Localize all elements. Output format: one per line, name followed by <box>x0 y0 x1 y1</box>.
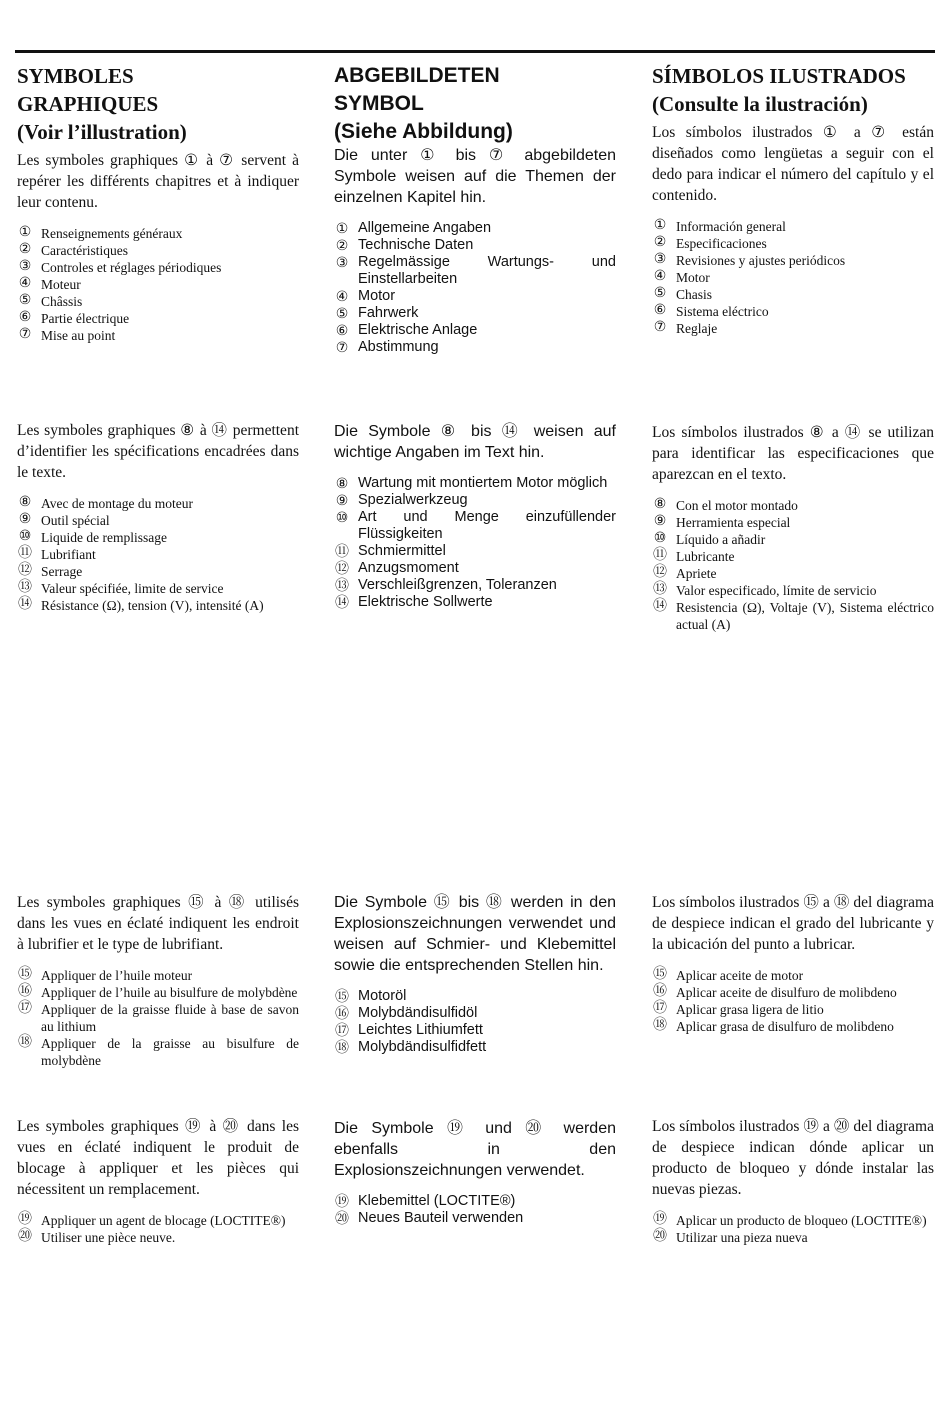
item-number: ⑦ <box>653 320 667 335</box>
list-item <box>17 293 299 310</box>
item-text: Resistencia (Ω), Voltaje (V), Sistema eléctrico actual (A) <box>676 600 934 632</box>
item-number: ① <box>653 218 667 233</box>
item-text: Outil spécial <box>41 513 110 528</box>
item-text: Motor <box>676 270 710 285</box>
list-item <box>17 310 299 327</box>
list-item <box>17 225 299 242</box>
list-item <box>652 286 934 303</box>
spanish-list-4 <box>652 1212 934 1246</box>
spanish-list-3 <box>652 967 934 1035</box>
list-item <box>334 560 616 577</box>
item-number: ⑰ <box>18 1001 32 1016</box>
item-text: Wartung mit montiertem Motor möglich <box>358 475 608 491</box>
item-number: ⑭ <box>335 594 349 610</box>
list-item <box>334 1022 616 1039</box>
french-list-2 <box>17 495 299 614</box>
item-text: Elektrische Anlage <box>358 322 478 338</box>
item-number: ⑪ <box>653 548 667 563</box>
item-number: ⑫ <box>653 565 667 580</box>
list-item <box>334 220 616 237</box>
item-number: ⑱ <box>18 1035 32 1050</box>
spanish-subtitle: (Consulte la ilustración) <box>652 92 868 116</box>
list-item <box>334 339 616 356</box>
item-number: ⑥ <box>18 310 32 325</box>
list-item <box>17 546 299 563</box>
list-item <box>652 303 934 320</box>
item-text: Utiliser une pièce neuve. <box>41 1230 176 1245</box>
item-number: ⑬ <box>18 580 32 595</box>
french-list-3 <box>17 967 299 1069</box>
item-number: ⑫ <box>18 563 32 578</box>
item-text: Partie électrique <box>41 311 130 326</box>
item-number: ⑲ <box>18 1212 32 1227</box>
french-intro-1: Les symboles graphiques ① à ⑦ servent à repérer les différents chapitres et à indiquer leur contenu. <box>17 152 299 211</box>
item-text: Moteur <box>41 277 81 292</box>
item-text: Appliquer de la graisse fluide à base de savon au lithium <box>41 1002 299 1034</box>
item-number: ⑥ <box>335 322 349 338</box>
spanish-intro-3: Los símbolos ilustrados ⑮ a ⑱ del diagrama de despiece indican el grado del lubricante y la ubicación del punto a lubricar. <box>652 894 934 953</box>
item-text: Verschleißgrenzen, Toleranzen <box>358 577 557 593</box>
item-text: Lubricante <box>676 549 735 564</box>
list-item <box>652 984 934 1001</box>
list-item <box>334 577 616 594</box>
column-german <box>334 62 616 148</box>
item-text: Anzugsmoment <box>358 560 459 576</box>
item-number: ⑤ <box>653 286 667 301</box>
list-item <box>17 276 299 293</box>
list-item <box>652 1001 934 1018</box>
item-text: Appliquer de l’huile moteur <box>41 968 193 983</box>
german-title-line-2: SYMBOL <box>334 92 424 115</box>
item-number: ⑪ <box>18 546 32 561</box>
item-text: Elektrische Sollwerte <box>358 594 493 610</box>
list-item <box>17 580 299 597</box>
item-text: Especificaciones <box>676 236 767 251</box>
french-section-2 <box>17 420 299 614</box>
item-number: ③ <box>18 259 32 274</box>
french-list-4 <box>17 1212 299 1246</box>
spanish-section-2 <box>652 422 934 633</box>
list-item <box>652 320 934 337</box>
list-item <box>334 1005 616 1022</box>
spanish-title-line-1: SÍMBOLOS ILUSTRADOS <box>652 64 906 88</box>
item-number: ⑦ <box>18 327 32 342</box>
item-number: ⑩ <box>653 531 667 546</box>
column-french <box>17 62 299 148</box>
item-number: ⑬ <box>335 577 349 593</box>
list-item <box>17 967 299 984</box>
item-text: Châssis <box>41 294 83 309</box>
german-section-2 <box>334 421 616 611</box>
list-item <box>652 548 934 565</box>
item-number: ③ <box>335 254 349 270</box>
item-number: ⑮ <box>335 988 349 1004</box>
list-item <box>334 509 616 543</box>
list-item <box>652 531 934 548</box>
item-number: ⑩ <box>335 509 349 525</box>
item-number: ⑥ <box>653 303 667 318</box>
item-text: Reglaje <box>676 321 718 336</box>
french-title-line-1: SYMBOLES <box>17 64 134 88</box>
list-item <box>17 1229 299 1246</box>
item-text: Technische Daten <box>358 237 474 253</box>
item-text: Appliquer de l’huile au bisulfure de molybdène <box>41 985 298 1000</box>
item-number: ⑧ <box>335 475 349 491</box>
french-title-line-2: GRAPHIQUES <box>17 92 159 116</box>
spanish-intro-4: Los símbolos ilustrados ⑲ a ⑳ del diagrama de despiece indican dónde aplicar un producto de bloqueo y dónde instalar las nuevas piezas. <box>652 1118 934 1198</box>
french-section-3 <box>17 892 299 1069</box>
list-item <box>334 1039 616 1056</box>
german-list-4 <box>334 1193 616 1227</box>
german-list-3 <box>334 988 616 1056</box>
item-number: ② <box>335 237 349 253</box>
list-item <box>334 1193 616 1210</box>
german-list-1 <box>334 220 616 356</box>
item-text: Klebemittel (LOCTITE®) <box>358 1193 516 1209</box>
list-item <box>334 475 616 492</box>
item-text: Lubrifiant <box>41 547 96 562</box>
french-title <box>17 62 299 118</box>
item-text: Fahrwerk <box>358 305 419 321</box>
item-number: ⑯ <box>18 984 32 999</box>
list-item <box>652 967 934 984</box>
item-number: ⑳ <box>18 1229 32 1244</box>
german-intro-1: Die unter ① bis ⑦ abgebildeten Symbole weisen auf die Themen der einzelnen Kapitel hin. <box>334 147 616 206</box>
item-text: Aplicar grasa ligera de litio <box>676 1002 824 1017</box>
spanish-section-3 <box>652 892 934 1035</box>
item-text: Revisiones y ajustes periódicos <box>676 253 846 268</box>
list-item <box>334 1210 616 1227</box>
item-number: ⑰ <box>653 1001 667 1016</box>
list-item <box>652 1018 934 1035</box>
item-text: Résistance (Ω), tension (V), intensité (A) <box>41 598 264 613</box>
item-text: Chasis <box>676 287 713 302</box>
item-number: ⑭ <box>653 599 667 614</box>
german-title <box>334 62 616 118</box>
item-text: Controles et réglages périodiques <box>41 260 222 275</box>
item-text: Caractéristiques <box>41 243 128 258</box>
german-section-3 <box>334 892 616 1056</box>
item-text: Spezialwerkzeug <box>358 492 468 508</box>
list-item <box>17 512 299 529</box>
item-text: Neues Bauteil verwenden <box>358 1210 524 1226</box>
item-number: ⑭ <box>18 597 32 612</box>
list-item <box>17 259 299 276</box>
item-number: ⑮ <box>18 967 32 982</box>
item-text: Molybdändisulfidöl <box>358 1005 478 1021</box>
list-item <box>652 1229 934 1246</box>
item-text: Utilizar una pieza nueva <box>676 1230 808 1245</box>
french-section-1 <box>17 150 299 344</box>
french-intro-3: Les symboles graphiques ⑮ à ⑱ utilisés dans les vues en éclaté indiquent les endroit à lubrifier et le type de lubrifiant. <box>17 894 299 953</box>
spanish-list-2 <box>652 497 934 633</box>
german-intro-4: Die Symbole ⑲ und ⑳ werden ebenfalls in den Explosionszeichnungen verwendet. <box>334 1120 616 1179</box>
list-item <box>17 984 299 1001</box>
item-text: Motoröl <box>358 988 407 1004</box>
item-text: Apriete <box>676 566 717 581</box>
list-item <box>652 252 934 269</box>
spanish-intro-2: Los símbolos ilustrados ⑧ a ⑭ se utilizan para identificar las especificaciones que aparezcan en el texto. <box>652 424 934 483</box>
item-text: Líquido a añadir <box>676 532 766 547</box>
item-text: Aplicar aceite de disulfuro de molibdeno <box>676 985 897 1000</box>
german-intro-2: Die Symbole ⑧ bis ⑭ weisen auf wichtige Angaben im Text hin. <box>334 423 616 461</box>
item-text: Avec de montage du moteur <box>41 496 193 511</box>
item-text: Herramienta especial <box>676 515 791 530</box>
list-item <box>334 492 616 509</box>
german-section-4 <box>334 1118 616 1227</box>
spanish-list-1 <box>652 218 934 337</box>
german-section-1 <box>334 145 616 356</box>
item-text: Información general <box>676 219 786 234</box>
item-number: ⑲ <box>335 1193 349 1209</box>
spanish-section-4 <box>652 1116 934 1246</box>
german-title-line-1: ABGEBILDETEN <box>334 64 500 87</box>
french-section-4 <box>17 1116 299 1246</box>
list-item <box>17 1035 299 1069</box>
list-item <box>17 1212 299 1229</box>
item-text: Allgemeine Angaben <box>358 220 492 236</box>
item-number: ⑲ <box>653 1212 667 1227</box>
item-number: ⑨ <box>335 492 349 508</box>
list-item <box>652 497 934 514</box>
list-item <box>17 563 299 580</box>
list-item <box>334 594 616 611</box>
french-subtitle: (Voir l’illustration) <box>17 120 187 144</box>
list-item <box>652 582 934 599</box>
spanish-section-1 <box>652 122 934 337</box>
item-number: ⑯ <box>653 984 667 999</box>
item-text: Valor especificado, límite de servicio <box>676 583 877 598</box>
item-text: Appliquer de la graisse au bisulfure de molybdène <box>41 1036 299 1068</box>
item-number: ⑩ <box>18 529 32 544</box>
item-number: ⑬ <box>653 582 667 597</box>
item-number: ⑤ <box>335 305 349 321</box>
item-text: Leichtes Lithiumfett <box>358 1022 483 1038</box>
item-number: ⑪ <box>335 543 349 559</box>
item-number: ⑯ <box>335 1005 349 1021</box>
item-number: ④ <box>18 276 32 291</box>
item-number: ⑱ <box>653 1018 667 1033</box>
list-item <box>334 254 616 288</box>
column-spanish <box>652 62 934 120</box>
item-number: ① <box>18 225 32 240</box>
list-item <box>17 242 299 259</box>
item-number: ⑦ <box>335 339 349 355</box>
list-item <box>17 597 299 614</box>
list-item <box>17 327 299 344</box>
item-number: ⑱ <box>335 1039 349 1055</box>
item-text: Aplicar aceite de motor <box>676 968 804 983</box>
item-number: ⑫ <box>335 560 349 576</box>
list-item <box>334 322 616 339</box>
list-item <box>334 288 616 305</box>
item-text: Motor <box>358 288 396 304</box>
item-text: Sistema eléctrico <box>676 304 769 319</box>
item-number: ⑧ <box>653 497 667 512</box>
item-number: ⑨ <box>18 512 32 527</box>
list-item <box>652 1212 934 1229</box>
item-text: Serrage <box>41 564 83 579</box>
top-rule <box>15 50 935 53</box>
list-item <box>652 235 934 252</box>
french-list-1 <box>17 225 299 344</box>
list-item <box>334 543 616 560</box>
list-item <box>652 514 934 531</box>
list-item <box>652 565 934 582</box>
list-item <box>652 269 934 286</box>
list-item <box>334 988 616 1005</box>
list-item <box>17 495 299 512</box>
spanish-intro-1: Los símbolos ilustrados ① a ⑦ están diseñados como lengüetas a seguir con el dedo para indicar el número del capítulo y el contenido. <box>652 124 934 204</box>
item-number: ⑮ <box>653 967 667 982</box>
item-text: Schmiermittel <box>358 543 446 559</box>
german-list-2 <box>334 475 616 611</box>
item-number: ③ <box>653 252 667 267</box>
french-intro-2: Les symboles graphiques ⑧ à ⑭ permettent d’identifier les spécifications encadrées dans le texte. <box>17 422 299 481</box>
item-text: Art und Menge einzufüllender Flüssigkeiten <box>358 509 616 542</box>
item-number: ⑰ <box>335 1022 349 1038</box>
item-text: Appliquer un agent de blocage (LOCTITE®) <box>41 1213 286 1228</box>
item-number: ④ <box>335 288 349 304</box>
list-item <box>334 305 616 322</box>
item-number: ② <box>653 235 667 250</box>
list-item <box>334 237 616 254</box>
item-number: ④ <box>653 269 667 284</box>
item-text: Molybdändisulfidfett <box>358 1039 487 1055</box>
list-item <box>17 529 299 546</box>
list-item <box>652 599 934 633</box>
item-number: ⑳ <box>653 1229 667 1244</box>
item-text: Renseignements généraux <box>41 226 183 241</box>
item-number: ⑳ <box>335 1210 349 1226</box>
french-intro-4: Les symboles graphiques ⑲ à ⑳ dans les vues en éclaté indiquent le produit de blocage à appliquer et les pièces qui nécessitent un remplacement. <box>17 1118 299 1198</box>
item-text: Abstimmung <box>358 339 439 355</box>
list-item <box>652 218 934 235</box>
item-text: Mise au point <box>41 328 116 343</box>
item-number: ① <box>335 220 349 236</box>
item-number: ⑨ <box>653 514 667 529</box>
item-number: ② <box>18 242 32 257</box>
german-intro-3: Die Symbole ⑮ bis ⑱ werden in den Explosionszeichnungen verwendet und weisen auf Schmier- und Klebemittel sowie die entsprechenden Stellen hin. <box>334 894 616 974</box>
item-text: Regelmässige Wartungs- und Einstellarbeiten <box>358 254 616 287</box>
item-number: ⑧ <box>18 495 32 510</box>
item-text: Con el motor montado <box>676 498 798 513</box>
spanish-title <box>652 62 934 90</box>
item-text: Valeur spécifiée, limite de service <box>41 581 224 596</box>
item-text: Aplicar grasa de disulfuro de molibdeno <box>676 1019 894 1034</box>
item-number: ⑤ <box>18 293 32 308</box>
item-text: Liquide de remplissage <box>41 530 167 545</box>
item-text: Aplicar un producto de bloqueo (LOCTITE®) <box>676 1213 927 1228</box>
list-item <box>17 1001 299 1035</box>
german-subtitle: (Siehe Abbildung) <box>334 120 513 143</box>
